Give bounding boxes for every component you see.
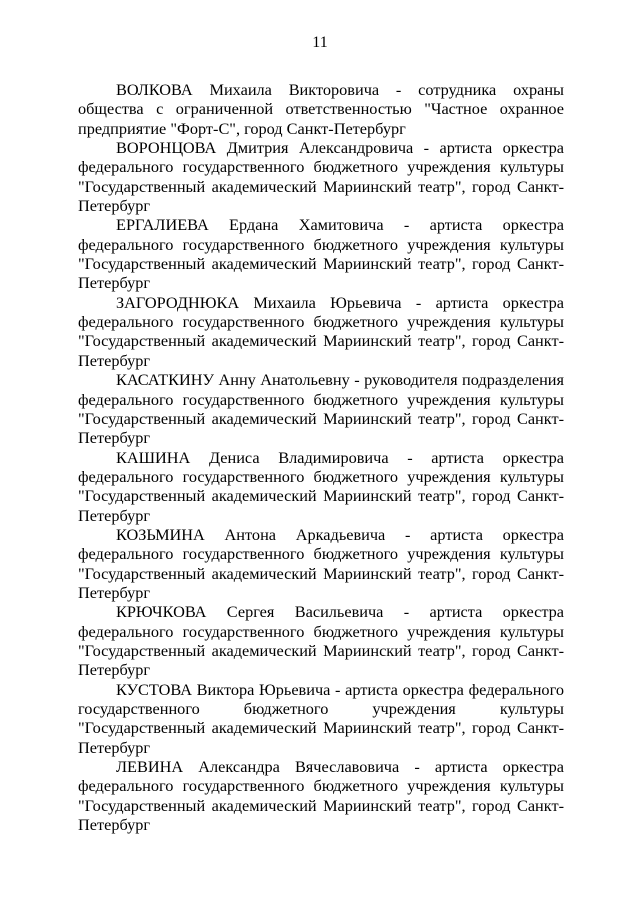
list-item: КУСТОВА Виктора Юрьевича - артиста оркестра федерального государственного бюджетного учреждения культуры "Государственный академический Мариинский театр", город Санкт-Петербург bbox=[78, 679, 564, 757]
list-item: КОЗЬМИНА Антона Аркадьевича - артиста оркестра федерального государственного бюджетного учреждения культуры "Государственный академический Мариинский театр", город Санкт-Петербург bbox=[78, 524, 564, 602]
list-item: КРЮЧКОВА Сергея Васильевича - артиста оркестра федерального государственного бюджетного учреждения культуры "Государственный академический Мариинский театр", город Санкт-Петербург bbox=[78, 602, 564, 680]
list-item: ЗАГОРОДНЮКА Михаила Юрьевича - артиста оркестра федерального государственного бюджетного учреждения культуры "Государственный академический Мариинский театр", город Санкт-Петербург bbox=[78, 292, 564, 370]
list-item: КАСАТКИНУ Анну Анатольевну - руководителя подразделения федерального государственного бюджетного учреждения культуры "Государственный академический Мариинский театр", город Санкт-Петербург bbox=[78, 370, 564, 448]
list-item: ЕРГАЛИЕВА Ердана Хамитовича - артиста оркестра федерального государственного бюджетного учреждения культуры "Государственный академический Мариинский театр", город Санкт-Петербург bbox=[78, 215, 564, 293]
list-item: ВОРОНЦОВА Дмитрия Александровича - артиста оркестра федерального государственного бюджетного учреждения культуры "Государственный академический Мариинский театр", город Санкт-Петербург bbox=[78, 138, 564, 216]
award-list bbox=[78, 80, 564, 834]
list-item: ВОЛКОВА Михаила Викторовича - сотрудника охраны общества с ограниченной ответственностью "Частное охранное предприятие "Форт-С", город Санкт-Петербург bbox=[78, 80, 564, 138]
page-number: 11 bbox=[312, 34, 328, 51]
list-item: КАШИНА Дениса Владимировича - артиста оркестра федерального государственного бюджетного учреждения культуры "Государственный академический Мариинский театр", город Санкт-Петербург bbox=[78, 447, 564, 525]
list-item: ЛЕВИНА Александра Вячеславовича - артиста оркестра федерального государственного бюджетного учреждения культуры "Государственный академический Мариинский театр", город Санкт-Петербург bbox=[78, 757, 564, 835]
